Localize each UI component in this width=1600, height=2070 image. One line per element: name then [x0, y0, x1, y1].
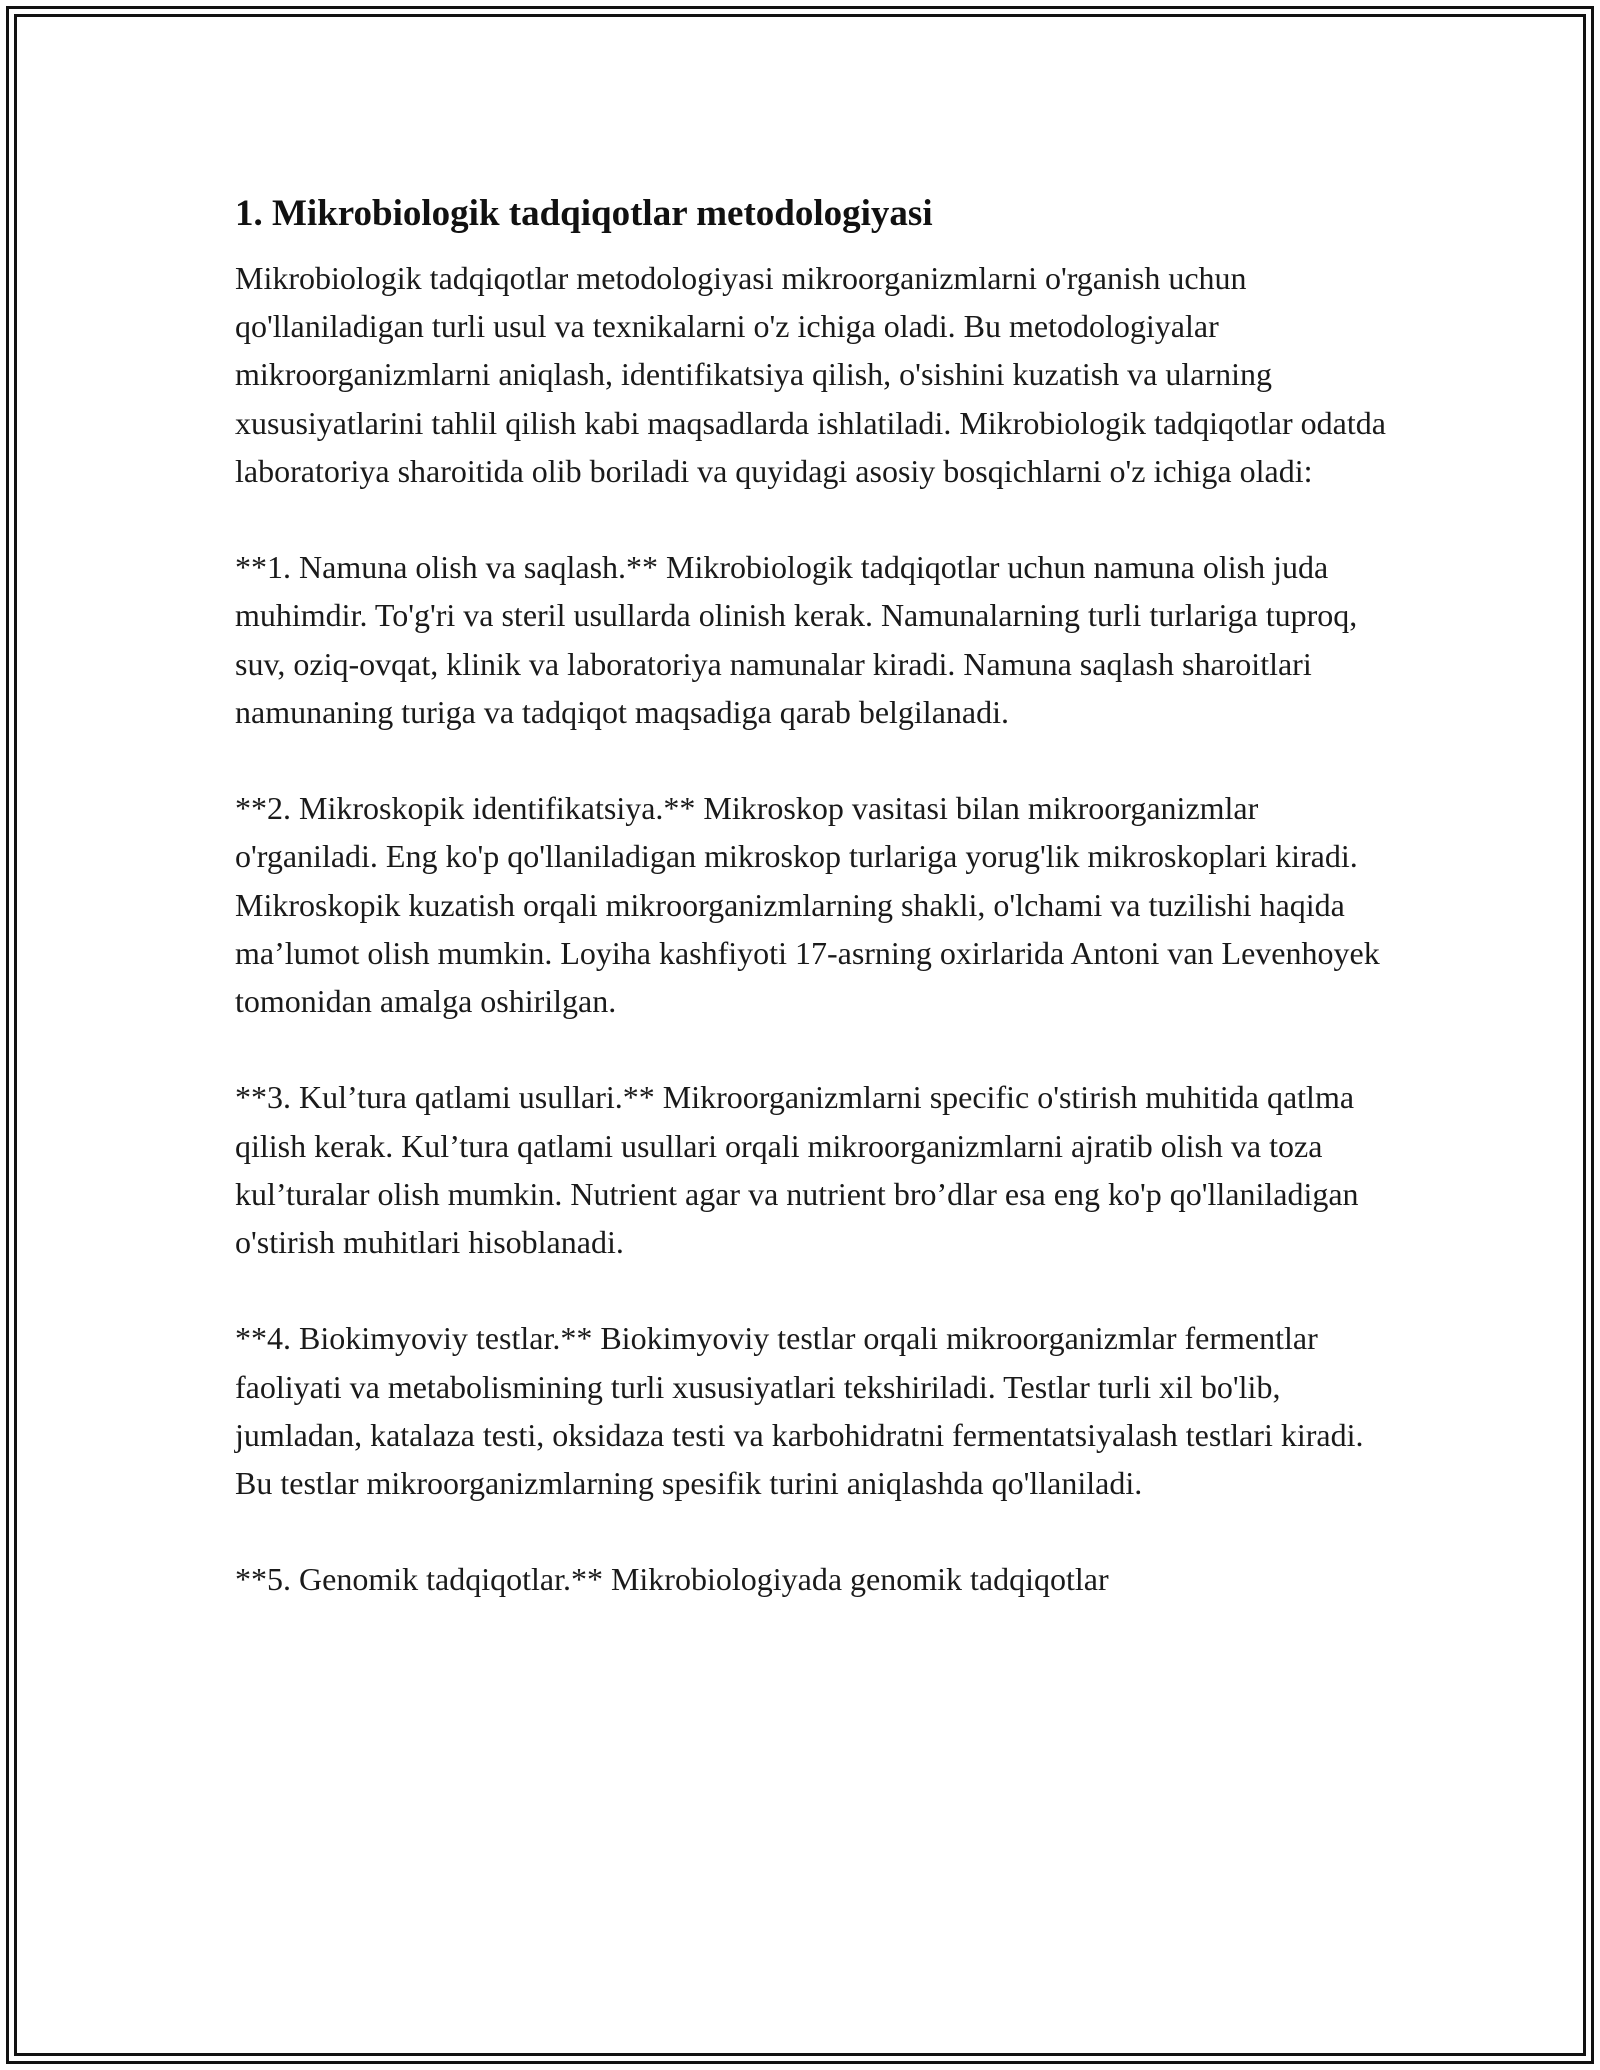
- intro-paragraph: Mikrobiologik tadqiqotlar metodologiyasi mikroorganizmlarni o'rganish uchun qo'llaniladigan turli usul va texnikalarni o'z ichiga oladi. Bu metodologiyalar mikroorganizmlarni aniqlash, identifikatsiya qilish, o'sishini kuzatish va ularning xususiyatlarini tahlil qilish kabi maqsadlarda ishlatiladi. Mikrobiologik tadqiqotlar odatda laboratoriya sharoitida olib boriladi va quyidagi asosiy bosqichlarni o'z ichiga oladi:: [235, 260, 1386, 489]
- paragraph-biochemical-tests: **4. Biokimyoviy testlar.** Biokimyoviy testlar orqali mikroorganizmlar fermentlar faoliyati va metabolismining turli xususiyatlari tekshiriladi. Testlar turli xil bo'lib, jumladan, katalaza testi, oksidaza testi va karbohidratni fermentatsiyalash testlari kiradi. Bu testlar mikroorganizmlarning spesifik turini aniqlashda qo'llaniladi.: [235, 1320, 1364, 1502]
- paragraph-culture-methods: **3. Kul’tura qatlami usullari.** Mikroorganizmlarni specific o'stirish muhitida qatlma qilish kerak. Kul’tura qatlami usullari orqali mikroorganizmlarni ajratib olish va toza kul’turalar olish mumkin. Nutrient agar va nutrient bro’dlar esa eng ko'p qo'llaniladigan o'stirish muhitlari hisoblanadi.: [235, 1079, 1359, 1261]
- paragraph-microscopy: **2. Mikroskopik identifikatsiya.** Mikroskop vasitasi bilan mikroorganizmlar o'rganiladi. Eng ko'p qo'llaniladigan mikroskop turlariga yorug'lik mikroskoplari kiradi. Mikroskopik kuzatish orqali mikroorganizmlarning shakli, o'lchami va tuzilishi haqida ma’lumot olish mumkin. Loyiha kashfiyoti 17-asrning oxirlarida Antoni van Levenhoyek tomonidan amalga oshirilgan.: [235, 790, 1380, 1020]
- document-body: [235, 186, 1395, 1604]
- paragraph-genomic-research: **5. Genomik tadqiqotlar.** Mikrobiologiyada genomik tadqiqotlar: [235, 1561, 1109, 1598]
- paragraph-sampling: **1. Namuna olish va saqlash.** Mikrobiologik tadqiqotlar uchun namuna olish juda muhimdir. To'g'ri va steril usullarda olinish kerak. Namunalarning turli turlariga tuproq, suv, oziq-ovqat, klinik va laboratoriya namunalar kiradi. Namuna saqlash sharoitlari namunaning turiga va tadqiqot maqsadiga qarab belgilanadi.: [235, 549, 1358, 730]
- section-title: 1. Mikrobiologik tadqiqotlar metodologiyasi: [235, 193, 933, 234]
